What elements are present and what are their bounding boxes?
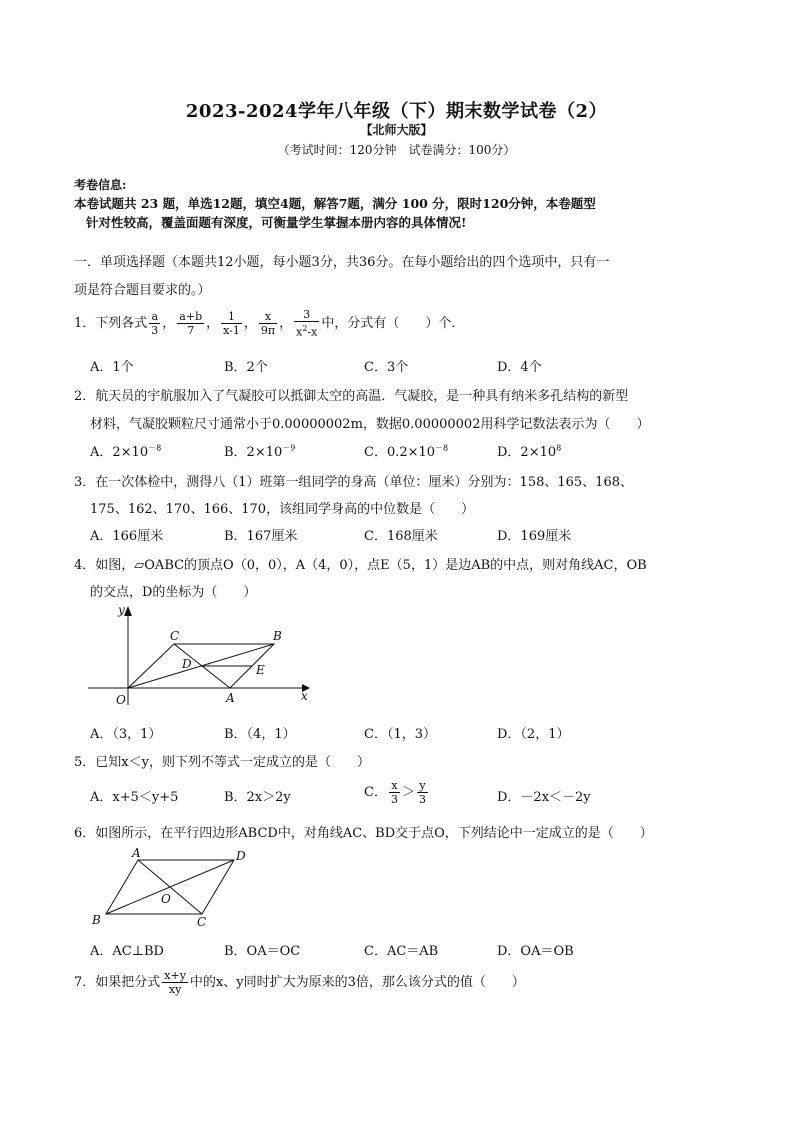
q2-option-b[interactable]: B．$2\times 10^{-9}$ [224, 443, 296, 460]
q2-option-c[interactable]: C．$0.2\times 10^{-8}$ [364, 443, 449, 460]
question-3-line-2: 175、162、170、166、170，该组同学身高的中位数是（ ） [90, 502, 475, 517]
question-6: 6．如图所示，在平行四边形ABCD中，对角线AC、BD交于点O，下列结论中一定成立的是（ ） [74, 826, 653, 841]
q4-option-b[interactable]: B．（4，1） [224, 727, 296, 742]
exam-time: （考试时间：120分钟 试卷满分：100分） [277, 143, 516, 157]
label-c: C [197, 915, 207, 929]
q7-fraction: $\frac{x+y}{xy}$ [164, 969, 186, 996]
q1-fraction-1: $\frac{a}{3}$ [151, 309, 159, 337]
q1-fraction-5: $\frac{3}{x^2-x}$ [296, 308, 318, 339]
label-a: A [226, 691, 235, 705]
section-1-line-2: 项是符合题目要求的。） [74, 283, 211, 298]
q1-option-d[interactable]: D．4个 [497, 360, 542, 375]
question-1: 1．下列各式 $\frac{a}{3}$ ， $\frac{a+b}{7}$ ， $\frac{1}{x-1}$ ， $\frac{x}{9\pi}$ ， $\frac{3}{x^2-x}$ 中，分式有（ ）个． [74, 308, 465, 339]
q5-option-b[interactable]: B．2x＞2y [224, 790, 291, 805]
q5-option-a[interactable]: A．x+5＜y+5 [90, 790, 179, 805]
label-d: D [236, 849, 246, 863]
q3-option-a[interactable]: A．166厘米 [90, 529, 164, 544]
y-axis-arrow-icon [124, 606, 132, 616]
label-a: A [132, 846, 141, 860]
question-4-line-1: 4．如图，▱OABC的顶点O（0，0），A（4，0），点E（5，1）是边AB的中点，则对角线AC，OB [74, 558, 647, 573]
q6-option-d[interactable]: D．OA＝OB [497, 944, 574, 959]
q6-option-c[interactable]: C．AC＝AB [364, 944, 439, 959]
q4-option-d[interactable]: D．（2，1） [497, 727, 570, 742]
question-2-line-1: 2．航天员的宇航服加入了气凝胶可以抵御太空的高温．气凝胶，是一种具有纳米多孔结构的新型 [74, 389, 629, 404]
info-heading: 考卷信息: [74, 178, 127, 192]
info-line-2: 针对性较高，覆盖面题有深度，可衡量学生掌握本册内容的具体情况! [86, 215, 467, 230]
q1-suffix: 中，分式有（ ）个． [321, 315, 465, 331]
question-4-line-2: 的交点，D的坐标为（ ） [90, 585, 257, 600]
q5-option-c[interactable]: C． $\frac{x}{3}$ ＞ $\frac{y}{3}$ [364, 779, 426, 806]
q6-option-a[interactable]: A．AC⊥BD [90, 944, 164, 959]
label-d: D [182, 657, 192, 671]
q4-option-c[interactable]: C．（1，3） [364, 727, 436, 742]
question-7: 7．如果把分式 $\frac{x+y}{xy}$ 中的x、y同时扩大为原来的3倍，那么该分式的值（ ） [74, 969, 525, 996]
label-b: B [92, 913, 101, 927]
label-c: C [170, 629, 180, 643]
q1-option-a[interactable]: A．1个 [90, 360, 134, 375]
q5-option-d[interactable]: D．－2x＜－2y [497, 790, 591, 805]
q4-option-a[interactable]: A．（3，1） [90, 727, 162, 742]
q1-prefix: 1．下列各式 [74, 315, 148, 331]
label-y: y [118, 603, 125, 617]
label-o: O [161, 892, 171, 906]
q3-option-c[interactable]: C．168厘米 [364, 529, 438, 544]
page-title: 2023-2024学年八年级（下）期末数学试卷（2） [185, 101, 608, 122]
label-x: x [301, 689, 308, 703]
q1-fraction-3: $\frac{1}{x-1}$ [223, 309, 240, 337]
q2-option-a[interactable]: A．$2\times 10^{-8}$ [90, 443, 162, 460]
info-line-1: 本卷试题共 23 题，单选12题，填空4题，解答7题，满分 100 分，限时120分钟，本卷题型 [74, 196, 596, 211]
q3-option-d[interactable]: D．169厘米 [497, 529, 572, 544]
q3-option-b[interactable]: B．167厘米 [224, 529, 298, 544]
edition-label: 【北师大版】 [360, 123, 433, 137]
label-e: E [256, 663, 265, 677]
q6-figure [86, 846, 266, 930]
q6-option-b[interactable]: B．OA＝OC [224, 944, 301, 959]
q1-fraction-4: $\frac{x}{9\pi}$ [260, 309, 276, 337]
q2-option-d[interactable]: D．$2\times 10^8$ [497, 443, 562, 460]
question-5: 5．已知x＜y，则下列不等式一定成立的是（ ） [74, 755, 370, 770]
q1-fraction-2: $\frac{a+b}{7}$ [179, 309, 203, 337]
question-2-line-2: 材料，气凝胶颗粒尺寸通常小于0.00000002m，数据0.00000002用科学记数法表示为（ ） [90, 417, 650, 432]
section-1-line-1: 一．单项选择题（本题共12小题，每小题3分，共36分。在每小题给出的四个选项中，只有一 [74, 255, 610, 270]
q1-option-b[interactable]: B．2个 [224, 360, 268, 375]
q4-figure [88, 602, 318, 712]
label-o: O [116, 693, 126, 707]
q1-option-c[interactable]: C．3个 [364, 360, 409, 375]
question-3-line-1: 3．在一次体检中，测得八（1）班第一组同学的身高（单位：厘米）分别为：158、165、168、 [74, 475, 633, 490]
label-b: B [273, 629, 282, 643]
